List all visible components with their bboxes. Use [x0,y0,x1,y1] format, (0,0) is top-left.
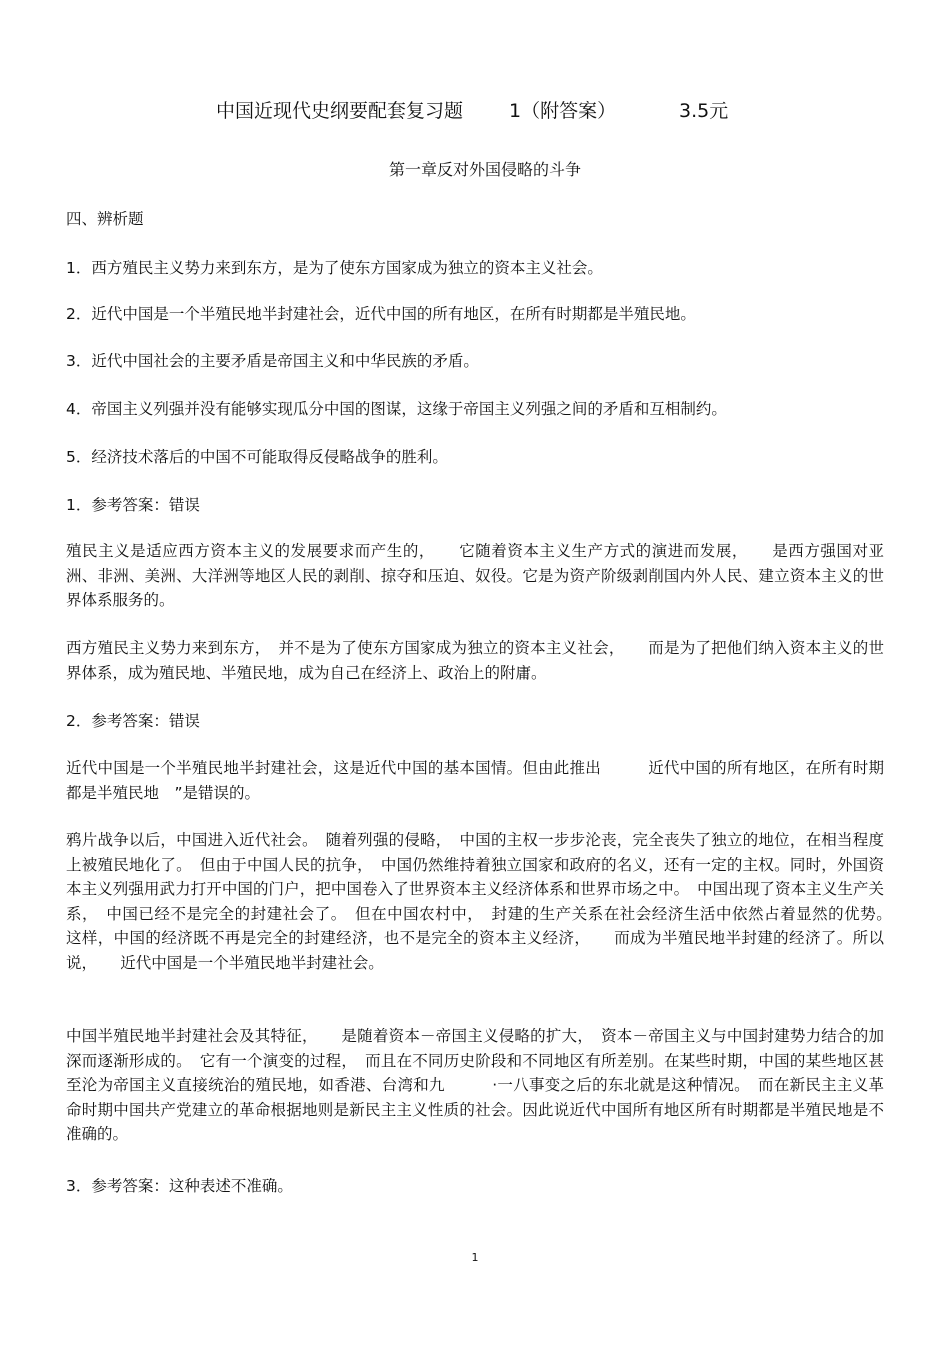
answer-3-label: 3．参考答案：这种表述不准确。 [66,1177,293,1195]
answer-2-paragraph-3: 中国半殖民地半封建社会及其特征， 是随着资本－帝国主义侵略的扩大， 资本－帝国主义与中国封建势力结合的加深而逐渐形成的。 它有一个演变的过程， 而且在不同历史阶段和不同地区有所差别。在某些时期，中国的某些地区甚至沦为帝国主义直接统治的殖民地，如香港、台湾和九 ·一八事变之后的东北就是这种情况。 而在新民主主义革命时期中国共产党建立的革命根据地则是新民主主义性质的社会。因此说近代中国所有地区所有时期都是半殖民地是不准确的。 [66,1027,884,1143]
section-heading: 四、辨析题 [66,210,144,228]
page-number: 1 [471,1251,479,1264]
answer-2-paragraph-1: 近代中国是一个半殖民地半封建社会，这是近代中国的基本国情。但由此推出 近代中国的所有地区，在所有时期都是半殖民地 ”是错误的。 [66,759,884,802]
question-3: 3．近代中国社会的主要矛盾是帝国主义和中华民族的矛盾。 [66,352,479,370]
question-4: 4．帝国主义列强并没有能够实现瓜分中国的图谋，这缘于帝国主义列强之间的矛盾和互相制约。 [66,400,727,418]
answer-1-label: 1．参考答案：错误 [66,496,200,514]
answer-2-label: 2．参考答案：错误 [66,712,200,730]
document-title: 中国近现代史纲要配套复习题 [216,100,464,122]
answer-2-paragraph-2: 鸦片战争以后，中国进入近代社会。 随着列强的侵略， 中国的主权一步步沦丧，完全丧失了独立的地位，在相当程度上被殖民地化了。 但由于中国人民的抗争， 中国仍然维持着独立国家和政府的名义，还有一定的主权。同时，外国资本主义列强用武力打开中国的门户，把中国卷入了世界资本主义经济体系和世界市场之中。 中国出现了资本主义生产关系， 中国已经不是完全的封建社会了。 但在中国农村中， 封建的生产关系在社会经济生活中依然占着显然的优势。 这样，中国的经济既不再是完全的封建经济，也不是完全的资本主义经济， 而成为半殖民地半封建的经济了。所以说， 近代中国是一个半殖民地半封建社会。 [66,831,916,972]
answer-1-paragraph-2: 西方殖民主义势力来到东方， 并不是为了使东方国家成为独立的资本主义社会， 而是为了把他们纳入资本主义的世界体系，成为殖民地、半殖民地，成为自己在经济上、政治上的附庸。 [66,639,884,682]
question-5: 5．经济技术落后的中国不可能取得反侵略战争的胜利。 [66,448,448,466]
question-2: 2．近代中国是一个半殖民地半封建社会，近代中国的所有地区，在所有时期都是半殖民地。 [66,305,696,323]
answer-1-paragraph-1: 殖民主义是适应西方资本主义的发展要求而产生的， 它随着资本主义生产方式的演进而发展， 是西方强国对亚洲、非洲、美洲、大洋洲等地区人民的剥削、掠夺和压迫、奴役。它是为资产阶级剥削国内外人民、建立资本主义的世界体系服务的。 [66,542,884,609]
document-title-number: 1（附答案） [509,100,617,122]
document-price: 3.5元 [679,100,729,122]
question-1: 1．西方殖民主义势力来到东方，是为了使东方国家成为独立的资本主义社会。 [66,259,603,277]
chapter-heading: 第一章反对外国侵略的斗争 [388,160,581,179]
